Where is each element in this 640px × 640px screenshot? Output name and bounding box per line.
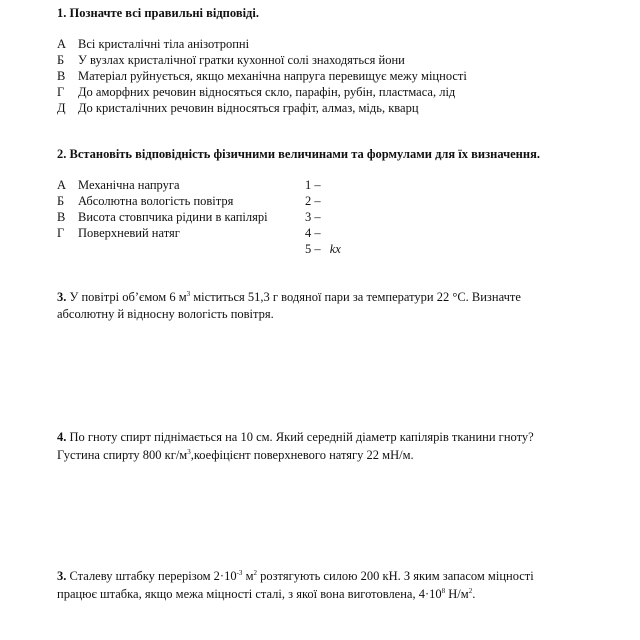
q5-text2: працює штабка, якщо межа міцності сталі, з якої вона виготовлена, 4·10: [57, 587, 442, 601]
q5-line1: [57, 569, 534, 584]
q2-right-4: 4 –: [305, 226, 321, 240]
q4-number: 4.: [57, 430, 67, 444]
option-text: Поверхневий натяг: [78, 226, 180, 240]
option-text: Абсолютна вологість повітря: [78, 194, 234, 208]
q2-right-5-label: 5 –: [305, 242, 321, 256]
q3-sup: 3: [186, 290, 191, 298]
q5-text-unit: м: [242, 569, 254, 583]
q2-title: 2. Встановіть відповідність фізичними величинами та формулами для їх визначення.: [57, 147, 540, 161]
q5-text2-end: .: [472, 587, 476, 601]
q3-line1: [57, 290, 521, 305]
q4-line2: [57, 448, 414, 463]
option-letter: В: [57, 69, 66, 83]
q2-right-5: [305, 242, 341, 257]
q5-text2-unit: Н/м: [445, 587, 469, 601]
q3-line2: абсолютну й відносну вологість повітря.: [57, 307, 274, 321]
q5-sup: -3: [236, 569, 243, 577]
q1-title: 1. Позначте всі правильні відповіді.: [57, 6, 259, 20]
option-letter: Д: [57, 101, 66, 115]
q3-text: У повітрі об’ємом 6 м: [69, 290, 187, 304]
option-text: У вузлах кристалічної гратки кухонної солі знаходяться йони: [78, 53, 405, 67]
q5-number: 3.: [57, 569, 67, 583]
q4-line1: [57, 430, 534, 445]
q3-number: 3.: [57, 290, 67, 304]
q2-right-5-formula: kx: [329, 242, 341, 256]
option-text: Матеріал руйнується, якщо механічна напруга перевищує межу міцності: [78, 69, 467, 83]
q5-text-cont: розтягують силою 200 кН. З яким запасом міцності: [256, 569, 534, 583]
option-text: До кристалічних речовин відносяться графіт, алмаз, мідь, кварц: [78, 101, 419, 115]
q4-text2: Густина спирту 800 кг/м: [57, 448, 188, 462]
option-text: До аморфних речовин відносяться скло, парафін, рубін, пластмаса, лід: [78, 85, 456, 99]
q5-sup: 2: [253, 569, 257, 577]
option-text: Всі кристалічні тіла анізотропні: [78, 37, 250, 51]
q4-sup: 3: [187, 448, 191, 456]
q2-right-1: 1 –: [305, 178, 321, 192]
option-letter: Г: [57, 226, 65, 240]
option-letter: Г: [57, 85, 65, 99]
q5-sup: 8: [441, 587, 446, 595]
q5-text: Сталеву штабку перерізом 2·10: [69, 569, 237, 583]
q2-right-3: 3 –: [305, 210, 321, 224]
q3-text-cont: міститься 51,3 г водяної пари за температури 22 °С. Визначте: [190, 290, 521, 304]
option-letter: А: [57, 37, 67, 51]
option-letter: В: [57, 210, 66, 224]
option-letter: Б: [57, 194, 65, 208]
option-letter: Б: [57, 53, 65, 67]
q5-sup: 2: [468, 587, 473, 595]
q5-line2: [57, 587, 475, 602]
option-letter: А: [57, 178, 67, 192]
option-text: Висота стовпчика рідини в капілярі: [78, 210, 268, 224]
q4-text2-cont: ,коефіцієнт поверхневого натягу 22 мН/м.: [190, 448, 414, 462]
q4-text: По гноту спирт піднімається на 10 см. Який середній діаметр капілярів тканини гноту?: [69, 430, 534, 444]
q2-right-2: 2 –: [305, 194, 321, 208]
option-text: Механічна напруга: [78, 178, 180, 192]
